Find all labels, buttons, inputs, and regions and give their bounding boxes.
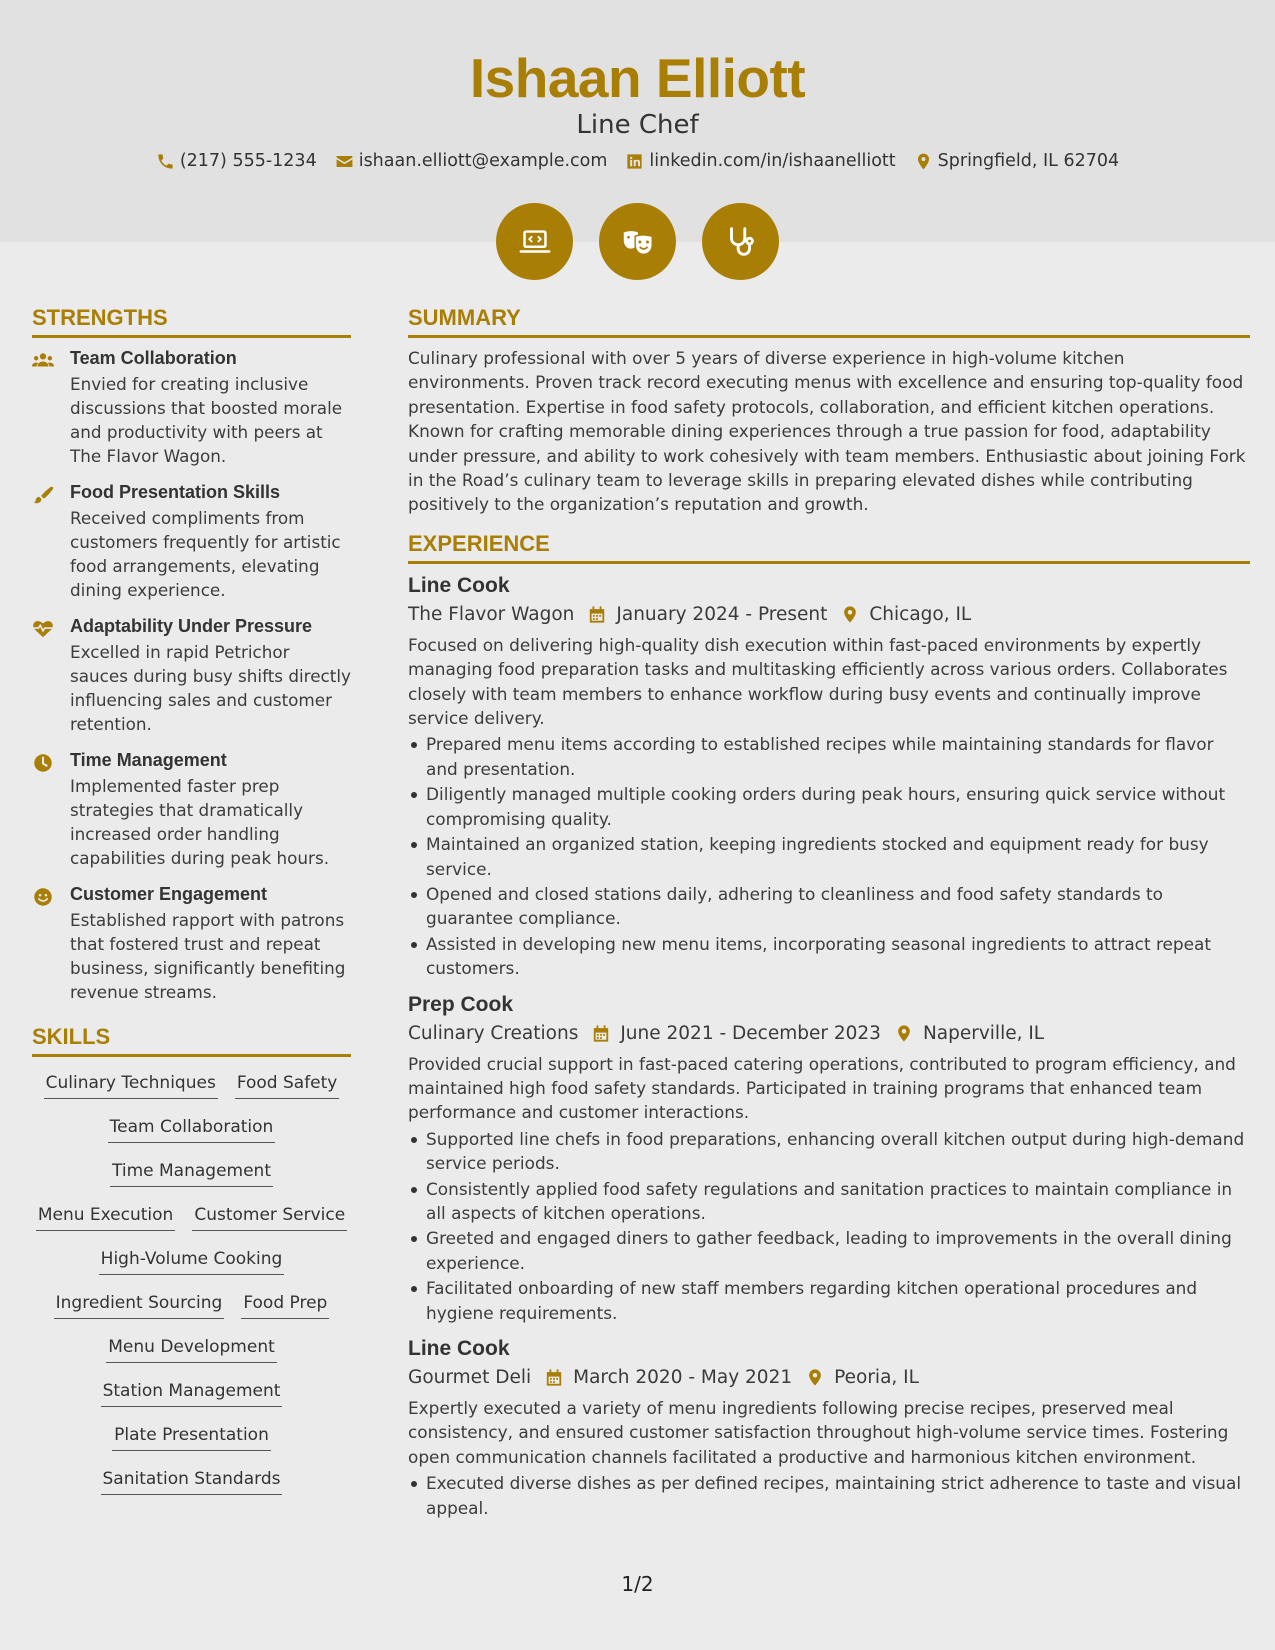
contact-location: [914, 151, 1120, 171]
job-location: Chicago, IL: [869, 603, 972, 625]
job-bullet: Consistently applied food safety regulations and sanitation practices to maintain compliance in all aspects of kitchen operations.: [408, 1177, 1250, 1226]
job-company: Gourmet Deli: [408, 1367, 532, 1388]
right-column: [408, 305, 1250, 1532]
skill-tag: Ingredient Sourcing: [54, 1291, 225, 1319]
page-number: 1/2: [621, 1572, 654, 1596]
candidate-role: Line Chef: [576, 110, 699, 140]
job-bullet: Maintained an organized station, keeping ingredients stocked and equipment ready for busy service.: [408, 832, 1250, 881]
job-bullet: Assisted in developing new menu items, incorporating seasonal ingredients to attract repeat customers.: [408, 932, 1250, 981]
job-bullets: [408, 1127, 1250, 1325]
job-meta: [408, 1023, 1250, 1044]
job-description: Provided crucial support in fast-paced catering operations, contributed to program efficiency, and maintained high food safety standards. Participated in training programs that enhanced team performance and customer interactions.: [408, 1053, 1236, 1123]
skill-tag: Time Management: [110, 1159, 273, 1187]
laptop-code-icon: [496, 203, 573, 280]
job-dates: March 2020 - May 2021: [573, 1367, 793, 1388]
phone-icon: [156, 152, 175, 171]
job-bullet: Prepared menu items according to established recipes while maintaining standards for flavor and presentation.: [408, 732, 1250, 781]
job-company: The Flavor Wagon: [408, 603, 575, 625]
heart-pulse-icon: [32, 619, 54, 639]
job-bullet: Executed diverse dishes as per defined recipes, maintaining strict adherence to taste and visual appeal.: [408, 1471, 1250, 1520]
calendar-icon: [545, 1368, 563, 1387]
job-company: Culinary Creations: [408, 1022, 579, 1044]
calendar-icon: [592, 1024, 610, 1043]
skill-tag: Food Prep: [241, 1291, 329, 1319]
job-meta: [408, 604, 1250, 625]
interest-icons: [0, 203, 1275, 280]
skill-tag: Menu Execution: [36, 1203, 176, 1231]
phone-text: (217) 555-1234: [179, 151, 317, 171]
skill-tag: Menu Development: [106, 1335, 277, 1363]
job-bullets: [408, 732, 1250, 980]
map-pin-icon: [841, 605, 859, 624]
contact-linkedin[interactable]: [625, 151, 895, 171]
experience-heading: EXPERIENCE: [408, 531, 1250, 564]
stethoscope-icon: [702, 203, 779, 280]
strength-item: [32, 348, 351, 468]
job-dates: June 2021 - December 2023: [620, 1022, 881, 1044]
skill-tag: Culinary Techniques: [44, 1071, 218, 1099]
job-bullet: Diligently managed multiple cooking orders during peak hours, ensuring quick service without compromising quality.: [408, 782, 1250, 831]
job-location: Naperville, IL: [922, 1022, 1045, 1044]
strength-desc: Envied for creating inclusive discussions that boosted morale and productivity with peers at The Flavor Wagon.: [70, 374, 343, 466]
strength-item: [32, 750, 351, 870]
strength-title: Team Collaboration: [70, 348, 237, 368]
linkedin-text: linkedin.com/in/ishaanelliott: [649, 151, 896, 171]
job-bullets: [408, 1471, 1250, 1520]
job-description: Expertly executed a variety of menu ingredients following precise recipes, preserved meal consistency, and ensured customer satisfaction throughout high-volume service times. Fostering open communication channels facilitated a productive and harmonious kitchen environment.: [408, 1398, 1229, 1467]
job-entry: [408, 993, 1250, 1325]
strength-desc: Excelled in rapid Petrichor sauces during busy shifts directly influencing sales and customer retention.: [70, 642, 351, 734]
strength-title: Food Presentation Skills: [70, 482, 281, 502]
job-entry: [408, 574, 1250, 981]
map-pin-icon: [914, 152, 933, 171]
strengths-heading: STRENGTHS: [32, 305, 351, 338]
skill-tag: Sanitation Standards: [101, 1467, 283, 1495]
envelope-icon: [335, 152, 354, 171]
job-meta: [408, 1367, 1250, 1388]
strength-desc: Received compliments from customers frequently for artistic food arrangements, elevating dining experience.: [70, 508, 341, 600]
job-bullet: Opened and closed stations daily, adhering to cleanliness and food safety standards to guarantee compliance.: [408, 882, 1250, 931]
skill-tag: Station Management: [101, 1379, 283, 1407]
contact-phone[interactable]: [156, 151, 317, 171]
skill-tag: Plate Presentation: [112, 1423, 271, 1451]
summary-text: Culinary professional with over 5 years of diverse experience in high-volume kitchen environments. Proven track record executing menus with excellence and ensuring top-quality food presentation. Expertise in food safety protocols, collaboration, and efficient kitchen operations. Known for crafting memorable dining experiences through a true passion for food, adaptability under pressure, and ability to work cohesively with team members. Enthusiastic about joining Fork in the Road’s culinary team to leverage skills in preparing elevated dishes while contributing positively to the organization’s reputation and growth.: [408, 348, 1246, 515]
theater-masks-icon: [599, 203, 676, 280]
job-title: Line Cook: [408, 573, 510, 597]
strength-title: Adaptability Under Pressure: [70, 616, 313, 636]
strength-title: Time Management: [70, 750, 227, 770]
skills-heading: SKILLS: [32, 1024, 351, 1057]
job-dates: January 2024 - Present: [616, 603, 828, 625]
left-column: [32, 305, 351, 1495]
email-text: ishaan.elliott@example.com: [358, 151, 608, 171]
candidate-name: Ishaan Elliott: [469, 47, 806, 109]
job-entry: [408, 1337, 1250, 1520]
skills-list: [32, 1067, 351, 1495]
strength-desc: Established rapport with patrons that fostered trust and repeat business, significantly benefiting revenue streams.: [70, 910, 346, 1002]
skill-tag: High-Volume Cooking: [99, 1247, 285, 1275]
calendar-icon: [588, 605, 606, 624]
skill-tag: Customer Service: [192, 1203, 347, 1231]
skill-tag: Food Safety: [235, 1071, 340, 1099]
job-bullet: Supported line chefs in food preparations, enhancing overall kitchen output during high-demand service periods.: [408, 1127, 1250, 1176]
summary-heading: SUMMARY: [408, 305, 1250, 338]
job-title: Prep Cook: [408, 992, 514, 1016]
users-icon: [32, 351, 54, 371]
map-pin-icon: [806, 1368, 824, 1387]
strength-item: [32, 884, 351, 1004]
strength-item: [32, 616, 351, 736]
strength-item: [32, 482, 351, 602]
location-text: Springfield, IL 62704: [937, 151, 1120, 171]
smile-icon: [32, 887, 54, 907]
strength-title: Customer Engagement: [70, 884, 268, 904]
strength-desc: Implemented faster prep strategies that dramatically increased order handling capabilities during peak hours.: [70, 776, 330, 868]
map-pin-icon: [895, 1024, 913, 1043]
contact-email[interactable]: [335, 151, 608, 171]
job-bullet: Facilitated onboarding of new staff members regarding kitchen operational procedures and hygiene requirements.: [408, 1276, 1250, 1325]
contact-bar: [0, 151, 1275, 171]
paintbrush-icon: [32, 485, 54, 505]
job-description: Focused on delivering high-quality dish execution within fast-paced environments by expertly managing food preparation tasks and multitasking efficiently across various orders. Collaborates closely with team members to enhance workflow during busy events and continually improve service delivery.: [408, 634, 1228, 729]
job-location: Peoria, IL: [834, 1367, 919, 1388]
linkedin-icon: [625, 152, 644, 171]
job-bullet: Greeted and engaged diners to gather feedback, leading to improvements in the overall dining experience.: [408, 1226, 1250, 1275]
clock-icon: [32, 753, 54, 773]
job-title: Line Cook: [408, 1337, 510, 1360]
skill-tag: Team Collaboration: [108, 1115, 276, 1143]
